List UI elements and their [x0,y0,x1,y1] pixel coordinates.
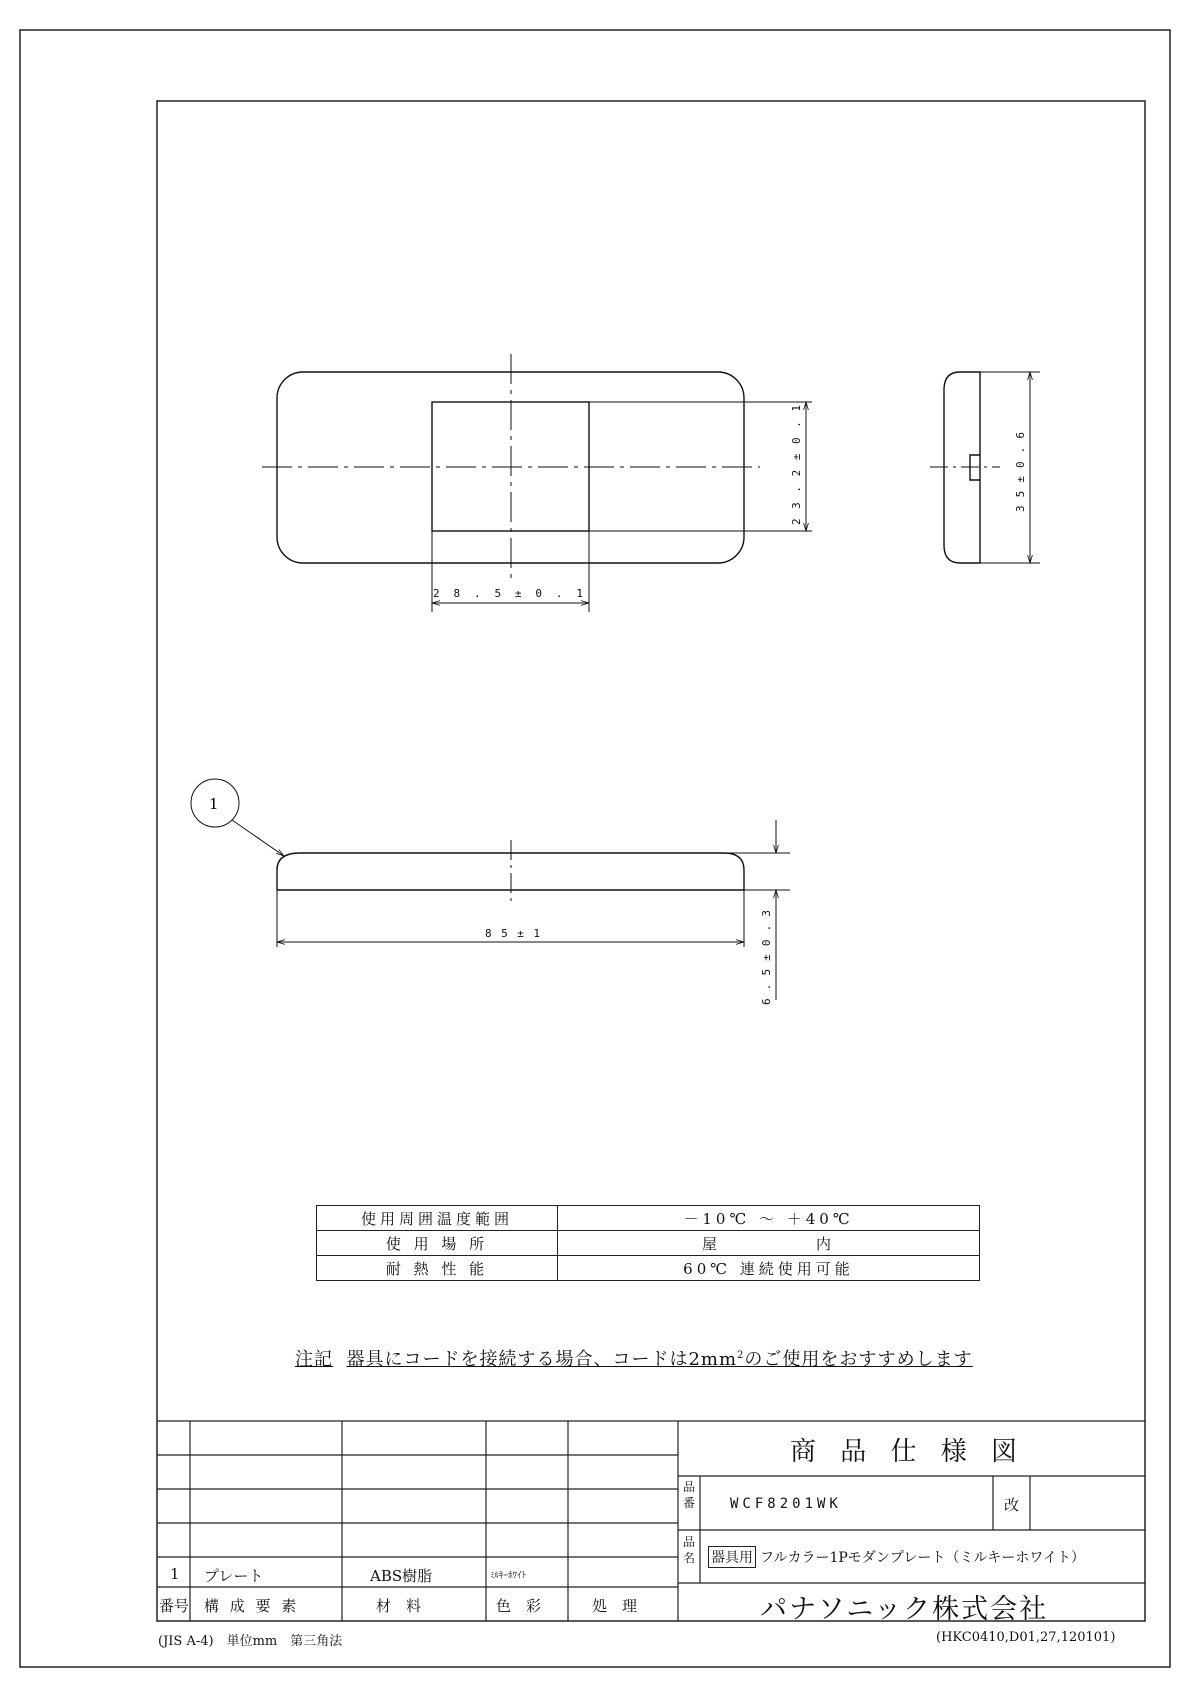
table-row [317,1206,980,1231]
header-treatment: 処 理 [592,1597,638,1615]
side-view [930,372,1000,563]
product-name: フルカラー1Pモダンプレート（ミルキーホワイト） [760,1550,1085,1566]
front-dims [432,402,812,612]
balloon-number: 1 [209,795,219,813]
dim-length-text: 85±1 [485,927,540,940]
note-superscript: 2 [737,1350,745,1361]
dim-width-text: 28.5±0.1 [433,587,583,600]
part-no: 1 [170,1565,180,1583]
bottom-view [277,840,744,905]
footer-left: (JIS A-4) 単位mm 第三角法 [158,1634,343,1649]
spec-label: 耐 熱 性 能 [317,1256,558,1281]
spec-label: 使 用 場 所 [317,1231,558,1256]
part-no-label: 品番 [683,1480,696,1510]
note-text-before: 器具にコードを接続する場合、コードは2mm [346,1349,738,1370]
note-text [346,1349,972,1370]
inner-border [157,101,1145,1621]
note [295,1345,973,1371]
footer-right: (HKC0410,D01,27,120101) [936,1630,1116,1645]
spec-value: 屋 内 [558,1231,980,1256]
header-no: 番号 [159,1597,190,1615]
note-text-after: のご使用をおすすめします [744,1349,973,1370]
header-color: 色 彩 [496,1597,542,1615]
side-dims [980,372,1040,563]
dim-side-text: 35±0.6 [1014,432,1027,512]
name-label: 品名 [683,1535,696,1565]
spec-value: 60℃ 連続使用可能 [558,1256,980,1281]
spec-table [316,1205,980,1281]
table-row [317,1256,980,1281]
dim-height-text: 23.2±0.1 [790,405,803,525]
spec-value: －10℃ ～ ＋40℃ [558,1206,980,1231]
part-name: プレート [204,1567,264,1585]
company-name: パナソニック株式会社 [760,1594,1049,1625]
dim-thickness-text: 6.5±0.3 [760,910,773,1005]
part-color: ﾐﾙｷｰﾎﾜｲﾄ [490,1571,527,1581]
header-material: 材 料 [376,1597,422,1615]
part-number: WCF8201WK [730,1496,842,1512]
front-view [262,354,760,580]
note-label: 注記 [295,1349,333,1370]
table-row [317,1231,980,1256]
header-name: 構 成 要 素 [204,1597,300,1615]
revision-label: 改 [1004,1496,1020,1514]
part-material: ABS樹脂 [370,1567,433,1585]
spec-label: 使用周囲温度範囲 [317,1206,558,1231]
doc-title: 商 品 仕 様 図 [790,1437,1026,1467]
name-tag: 器具用 [708,1546,756,1568]
